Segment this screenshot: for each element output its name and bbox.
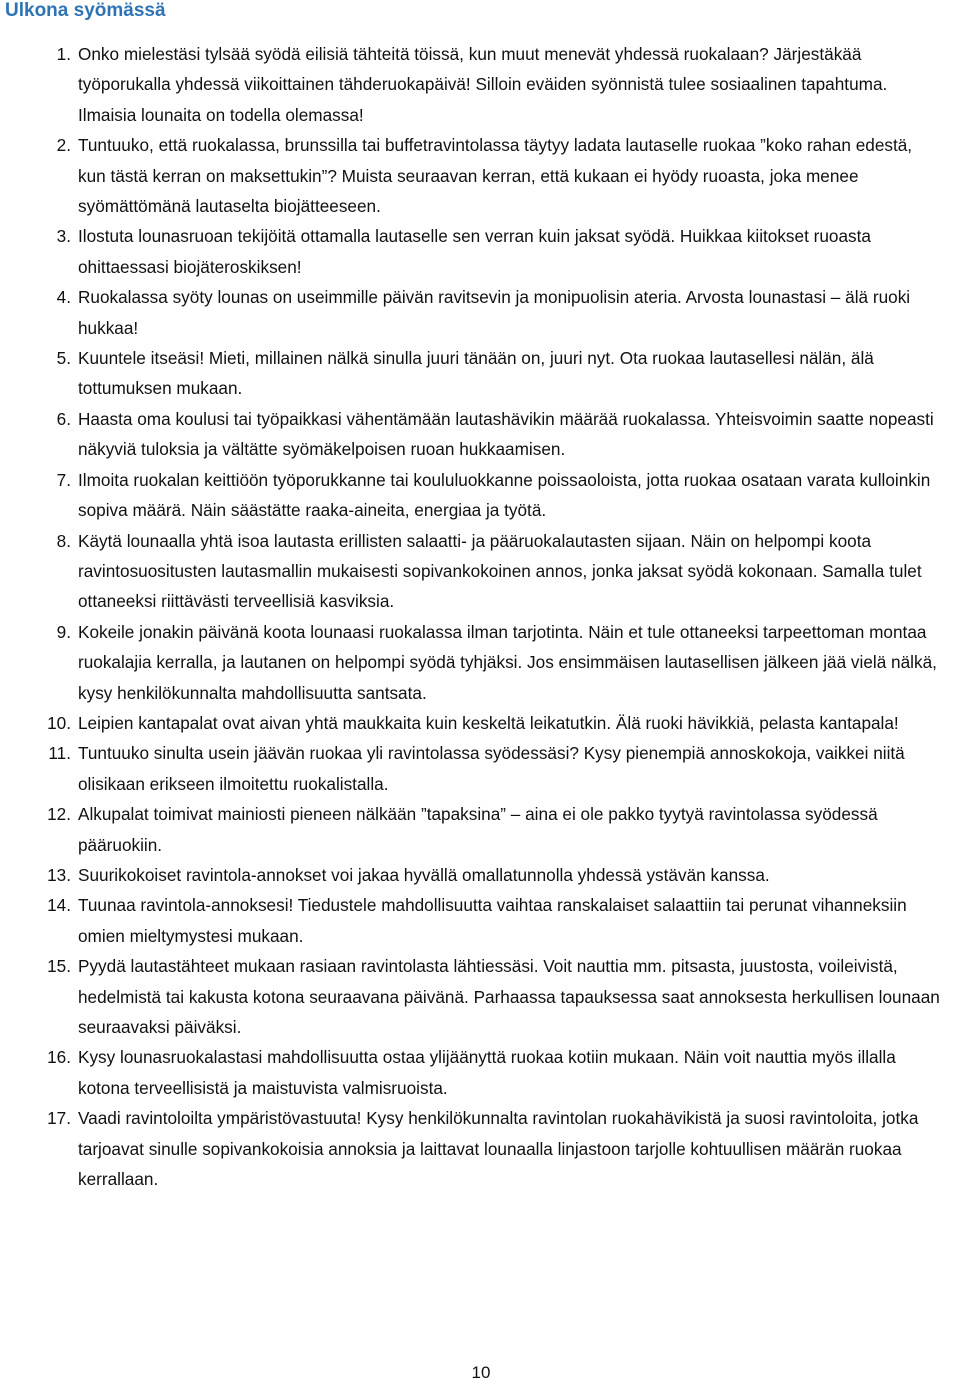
item-number: 6. <box>56 408 71 429</box>
item-number: 8. <box>56 530 71 551</box>
list-item <box>0 799 960 860</box>
list-item <box>0 404 960 465</box>
list-item <box>0 343 960 404</box>
list-item <box>0 282 960 343</box>
item-text: Vaadi ravintoloilta ympäristövastuuta! Kysy henkilökunnalta ravintolan ruokahävikistä ja suosi ravintoloita, jotka tarjoavat sinulle sopivankokoisia annoksia ja laittavat lounaalla linjastoon tarjolle kohtuullisen määrän ruokaa kerrallaan. <box>78 1108 919 1190</box>
item-text: Alkupalat toimivat mainiosti pieneen nälkään ”tapaksina” – aina ei ole pakko tyytyä ravintolassa syödessä pääruokiin. <box>78 804 878 855</box>
item-text: Tuunaa ravintola-annoksesi! Tiedustele mahdollisuutta vaihtaa ranskalaiset salaattiin tai perunat vihanneksiin omien mieltymystesi mukaan. <box>78 895 907 946</box>
item-text: Ilostuta lounasruoan tekijöitä ottamalla lautaselle sen verran kuin jaksat syödä. Huikkaa kiitokset ruoasta ohittaessasi biojäteroskiksen! <box>78 226 871 277</box>
item-number: 2. <box>56 135 71 156</box>
item-number: 12. <box>47 804 71 825</box>
page-number: 10 <box>471 1363 491 1382</box>
item-text: Onko mielestäsi tylsää syödä eilisiä tähteitä töissä, kun muut menevät yhdessä ruokalaan? Järjestäkää työporukalla yhdessä viikoittainen tähderuokapäivä! Silloin eväiden syönnistä tulee sosiaalinen tapahtuma. Ilmaisia lounaita on todella olemassa! <box>78 44 888 125</box>
item-number: 11. <box>48 743 71 764</box>
item-number: 16. <box>47 1047 71 1068</box>
item-text: Ilmoita ruokalan keittiöön työporukkanne tai koululuokkanne poissaoloista, jotta ruokaa osataan varata kulloinkin sopiva määrä. Näin säästätte raaka-aineita, energiaa ja työtä. <box>78 469 931 521</box>
list-item <box>0 738 960 799</box>
list-item <box>0 39 960 130</box>
list-item <box>0 130 960 221</box>
list-item <box>0 708 960 738</box>
tips-list <box>0 39 960 1194</box>
item-text: Tuntuuko, että ruokalassa, brunssilla tai buffetravintolassa täytyy ladata lautaselle ruokaa ”koko rahan edestä, kun tästä kerran on maksettukin”? Muista seuraavan kerran, että kukaan ei hyödy ruoasta, joka menee syömättömänä lautaselta biojätteeseen. <box>78 135 913 217</box>
item-number: 5. <box>56 348 71 369</box>
item-text: Kokeile jonakin päivänä koota lounaasi ruokalassa ilman tarjotinta. Näin et tule ottaneeksi tarpeettoman montaa ruokalajia kerralla, ja lautanen on helpompi syödä tyhjäksi. Jos ensimmäisen lautasellisen jälkeen jää vielä nälkä, kysy henkilökunnalta mahdollisuutta santsata. <box>78 621 937 703</box>
list-item <box>0 526 960 617</box>
item-text: Käytä lounaalla yhtä isoa lautasta erillisten salaatti- ja pääruokalautasten sijaan. Näin on helpompi koota ravintosuositusten lautasmallin mukaisesti sopivankokoinen annos, jonka jaksat syödä kokonaan. Samalla tulet ottaneeksi riittävästi terveellisiä kasviksia. <box>78 530 922 612</box>
item-text: Kuuntele itseäsi! Mieti, millainen nälkä sinulla juuri tänään on, juuri nyt. Ota ruokaa lautasellesi nälän, älä tottumuksen mukaan. <box>78 348 874 399</box>
item-number: 10. <box>47 712 71 733</box>
item-number: 4. <box>56 287 71 308</box>
item-text: Haasta oma koulusi tai työpaikkasi vähentämään lautashävikin määrää ruokalassa. Yhteisvoimin saatte nopeasti näkyviä tuloksia ja vältätte syömäkelpoisen ruoan hukkaamisen. <box>78 408 934 460</box>
list-item <box>0 1042 960 1103</box>
list-item <box>0 890 960 951</box>
list-item <box>0 465 960 526</box>
item-text: Tuntuuko sinulta usein jäävän ruokaa yli ravintolassa syödessäsi? Kysy pienempiä annoskokoja, vaikkei niitä olisikaan erikseen ilmoitettu ruokalistalla. <box>78 743 905 794</box>
item-number: 3. <box>56 226 71 247</box>
item-text: Pyydä lautastähteet mukaan rasiaan ravintolasta lähtiessäsi. Voit nauttia mm. pitsasta, juustosta, voileivistä, hedelmistä tai kakusta kotona seuraavana päivänä. Parhaassa tapauksessa saat annoksesta herkullisen lounaan seuraavaksi päiväksi. <box>78 956 940 1037</box>
item-number: 14. <box>47 895 71 916</box>
item-number: 1. <box>56 44 71 64</box>
item-number: 17. <box>47 1108 71 1129</box>
item-text: Leipien kantapalat ovat aivan yhtä maukkaita kuin keskeltä leikatutkin. Älä ruoki hävikkiä, pelasta kantapala! <box>78 712 899 733</box>
item-text: Suurikokoiset ravintola-annokset voi jakaa hyvällä omallatunnolla yhdessä ystävän kanssa. <box>78 864 770 885</box>
item-number: 13. <box>47 864 71 885</box>
item-number: 9. <box>56 621 71 642</box>
list-item <box>0 617 960 708</box>
section-heading: Ulkona syömässä <box>5 0 166 21</box>
list-item <box>0 221 960 282</box>
item-text: Kysy lounasruokalastasi mahdollisuutta ostaa ylijäänyttä ruokaa kotiin mukaan. Näin voit nauttia myös illalla kotona terveellisistä ja maistuvista valmisruoista. <box>78 1047 896 1098</box>
list-item <box>0 1103 960 1194</box>
item-text: Ruokalassa syöty lounas on useimmille päivän ravitsevin ja monipuolisin ateria. Arvosta lounastasi – älä ruoki hukkaa! <box>78 287 911 338</box>
item-number: 7. <box>56 469 71 490</box>
item-number: 15. <box>47 956 71 977</box>
list-item <box>0 860 960 890</box>
list-item <box>0 951 960 1042</box>
